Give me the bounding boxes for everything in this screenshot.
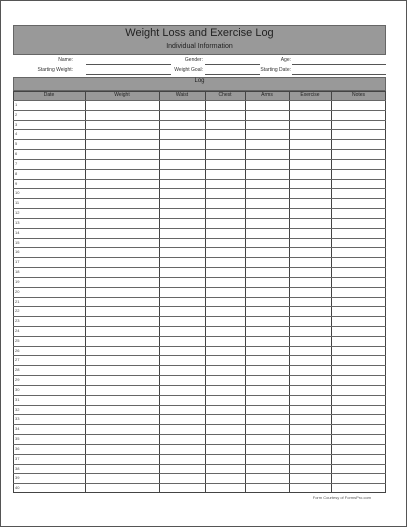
- row-number: 27: [15, 357, 20, 363]
- column-header-exercise: Exercise: [289, 91, 331, 100]
- log-section-title: Log: [194, 78, 205, 84]
- name-field[interactable]: [86, 64, 171, 65]
- gender-field[interactable]: [205, 64, 260, 65]
- table-row[interactable]: [13, 424, 386, 425]
- row-number: 37: [15, 455, 20, 461]
- starting-weight-label: Starting Weight:: [37, 67, 73, 73]
- row-number: 9: [15, 180, 18, 186]
- table-row[interactable]: [13, 336, 386, 337]
- name-label: Name:: [58, 57, 73, 63]
- table-row[interactable]: [13, 208, 386, 209]
- age-label: Age:: [280, 57, 291, 63]
- table-row[interactable]: [13, 129, 386, 130]
- table-row[interactable]: [13, 257, 386, 258]
- log-section-banner: [13, 77, 386, 91]
- starting-weight-field[interactable]: [86, 74, 171, 75]
- row-number: 30: [15, 386, 20, 392]
- row-number: 20: [15, 288, 20, 294]
- table-row[interactable]: [13, 149, 386, 150]
- row-number: 40: [15, 485, 20, 491]
- row-number: 25: [15, 337, 20, 343]
- table-row[interactable]: [13, 267, 386, 268]
- row-number: 8: [15, 170, 18, 176]
- column-divider: [289, 91, 290, 493]
- table-row[interactable]: [13, 414, 386, 415]
- table-row[interactable]: [13, 139, 386, 140]
- table-row[interactable]: [13, 365, 386, 366]
- gender-label: Gender:: [184, 57, 203, 63]
- table-row[interactable]: [13, 346, 386, 347]
- row-number: 21: [15, 298, 20, 304]
- row-number: 39: [15, 475, 20, 481]
- table-row[interactable]: [13, 385, 386, 386]
- table-row[interactable]: [13, 120, 386, 121]
- row-number: 5: [15, 141, 18, 147]
- table-row[interactable]: [13, 326, 386, 327]
- row-number: 26: [15, 347, 20, 353]
- table-row[interactable]: [13, 395, 386, 396]
- row-number: 11: [15, 200, 20, 206]
- table-row[interactable]: [13, 287, 386, 288]
- column-header-notes: Notes: [331, 91, 386, 100]
- row-number: 15: [15, 239, 20, 245]
- row-number: 6: [15, 151, 18, 157]
- table-row[interactable]: [13, 473, 386, 474]
- table-row[interactable]: [13, 355, 386, 356]
- row-number: 33: [15, 416, 20, 422]
- table-row[interactable]: [13, 405, 386, 406]
- table-row[interactable]: [13, 247, 386, 248]
- row-number: 17: [15, 259, 20, 265]
- table-row[interactable]: [13, 179, 386, 180]
- row-number: 16: [15, 249, 20, 255]
- section-subtitle: Individual Information: [166, 43, 233, 50]
- row-number: 19: [15, 278, 20, 284]
- column-header-arms: Arms: [245, 91, 289, 100]
- row-number: 38: [15, 465, 20, 471]
- table-row[interactable]: [13, 444, 386, 445]
- row-number: 22: [15, 308, 20, 314]
- row-number: 1: [15, 102, 18, 107]
- row-number: 23: [15, 318, 20, 324]
- row-number: 2: [15, 111, 18, 117]
- table-row[interactable]: [13, 434, 386, 435]
- column-header-date: Date: [13, 91, 85, 100]
- starting-date-label: Starting Date:: [260, 67, 291, 73]
- row-number: 10: [15, 190, 20, 196]
- table-row[interactable]: [13, 188, 386, 189]
- column-header-waist: Waist: [159, 91, 205, 100]
- footer-credit: Form Courtesy of FormsPro.com: [312, 495, 371, 500]
- table-row[interactable]: [13, 100, 386, 101]
- table-row[interactable]: [13, 483, 386, 484]
- row-number: 14: [15, 229, 20, 235]
- table-row[interactable]: [13, 228, 386, 229]
- table-row[interactable]: [13, 297, 386, 298]
- table-row[interactable]: [13, 198, 386, 199]
- table-row[interactable]: [13, 277, 386, 278]
- age-field[interactable]: [292, 64, 386, 65]
- weight-goal-label: Weight Goal:: [174, 67, 203, 73]
- row-number: 31: [15, 396, 20, 402]
- row-number: 32: [15, 406, 20, 412]
- table-row[interactable]: [13, 238, 386, 239]
- column-divider: [85, 91, 86, 493]
- row-number: 35: [15, 436, 20, 442]
- row-number: 7: [15, 160, 18, 166]
- row-number: 28: [15, 367, 20, 373]
- column-header-weight: Weight: [85, 91, 159, 100]
- column-header-chest: Chest: [205, 91, 245, 100]
- row-number: 24: [15, 327, 20, 333]
- table-row[interactable]: [13, 169, 386, 170]
- row-number: 13: [15, 219, 20, 225]
- table-row[interactable]: [13, 464, 386, 465]
- row-number: 12: [15, 210, 20, 216]
- table-row[interactable]: [13, 218, 386, 219]
- row-number: 18: [15, 269, 20, 275]
- table-row[interactable]: [13, 159, 386, 160]
- column-divider: [159, 91, 160, 493]
- title-banner: [13, 25, 386, 55]
- table-row[interactable]: [13, 454, 386, 455]
- column-divider: [245, 91, 246, 493]
- individual-info-section: [13, 55, 386, 77]
- column-divider: [205, 91, 206, 493]
- table-row[interactable]: [13, 110, 386, 111]
- row-number: 29: [15, 377, 20, 383]
- table-row[interactable]: [13, 316, 386, 317]
- column-divider: [331, 91, 332, 493]
- row-number: 34: [15, 426, 20, 432]
- table-row[interactable]: [13, 306, 386, 307]
- row-number: 4: [15, 131, 18, 137]
- row-number: 3: [15, 121, 18, 127]
- page-title: Weight Loss and Exercise Log: [125, 27, 274, 39]
- row-number: 36: [15, 445, 20, 451]
- starting-date-field[interactable]: [292, 74, 386, 75]
- table-row[interactable]: [13, 375, 386, 376]
- weight-goal-field[interactable]: [205, 74, 260, 75]
